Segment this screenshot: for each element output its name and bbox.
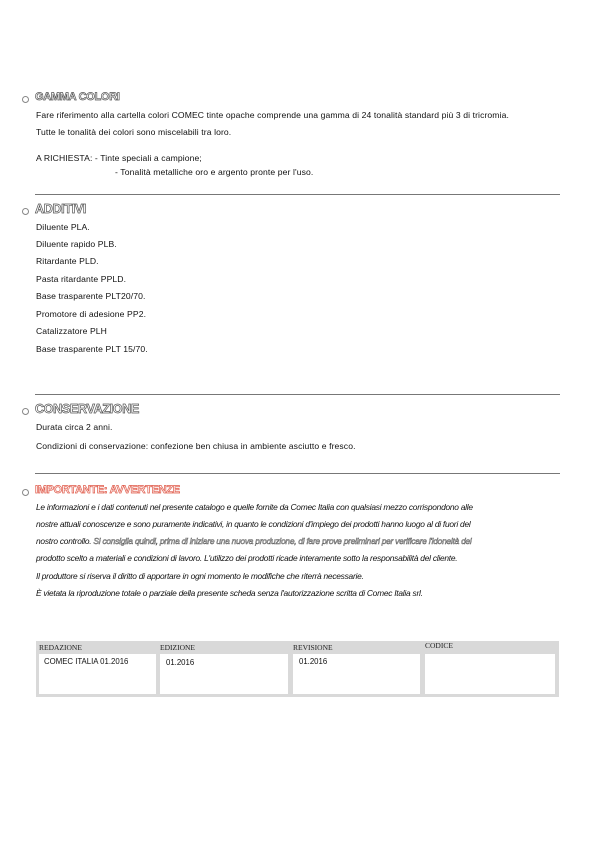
gamma-text-4: - Tonalità metalliche oro e argento pronte per l'uso. <box>115 167 314 177</box>
warning-text-1: Le informazioni e i dati contenuti nel presente catalogo e quelle fornite da Comec Italia con qualsiasi mezzo corrispondono alle <box>36 502 473 512</box>
section-title: ADDITIVI <box>35 202 87 216</box>
divider <box>35 394 560 395</box>
warning-text-3a: nostro controllo. <box>36 536 94 546</box>
cell-redazione <box>36 641 158 697</box>
revisione-value: 01.2016 <box>299 657 328 666</box>
edizione-value: 01.2016 <box>166 658 195 667</box>
circle-bullet-icon <box>22 96 29 103</box>
additivi-item: Promotore di adesione PP2. <box>36 309 147 319</box>
footer-info-table <box>36 641 559 697</box>
redazione-label: REDAZIONE <box>39 643 82 652</box>
codice-label: CODICE <box>425 641 453 650</box>
additivi-item: Catalizzatore PLH <box>36 326 107 336</box>
conservazione-text-1: Durata circa 2 anni. <box>36 422 113 432</box>
section-title: GAMMA COLORI <box>35 91 120 103</box>
warning-text-4: prodotto scelto a materiali e condizioni di lavoro. L'utilizzo dei prodotti ricade interamente sotto la responsabilità del cliente. <box>36 553 458 563</box>
conservazione-text-2: Condizioni di conservazione: confezione ben chiusa in ambiente asciutto e fresco. <box>36 441 356 451</box>
warning-text-2: nostre attuali conoscenze e sono puramente indicativi, in quanto le condizioni d'impiego dei prodotti hanno luogo al di fuori del <box>36 519 471 529</box>
codice-box <box>425 654 555 694</box>
additivi-item: Pasta ritardante PPLD. <box>36 274 127 284</box>
divider <box>35 473 560 474</box>
circle-bullet-icon <box>22 208 29 215</box>
gamma-text-1: Fare riferimento alla cartella colori COMEC tinte opache comprende una gamma di 24 tonalità standard più 3 di tricromia. <box>36 110 509 120</box>
revisione-box <box>293 654 420 694</box>
additivi-item: Diluente rapido PLB. <box>36 239 117 249</box>
circle-bullet-icon <box>22 408 29 415</box>
edizione-box <box>160 654 288 694</box>
cell-revisione <box>290 641 422 697</box>
cell-edizione <box>157 641 290 697</box>
warning-text-5: Il produttore si riserva il diritto di apportare in ogni momento le modifiche che riterrà necessarie. <box>36 571 364 581</box>
edizione-label: EDIZIONE <box>160 643 195 652</box>
warning-text-3b: Si consiglia quindi, prima di iniziare una nuova produzione, di fare prove preliminari per verificare l'idoneità del <box>93 536 472 546</box>
circle-bullet-icon <box>22 489 29 496</box>
divider <box>35 194 560 195</box>
warning-text-6: È vietata la riproduzione totale o parziale della presente scheda senza l'autorizzazione scritta di Comec Italia srl. <box>36 588 423 598</box>
warning-text-3 <box>36 533 472 551</box>
additivi-item: Base trasparente PLT 15/70. <box>36 344 148 354</box>
additivi-item: Base trasparente PLT20/70. <box>36 291 146 301</box>
section-title: IMPORTANTE: AVVERTENZE <box>35 484 180 496</box>
cell-codice <box>422 641 559 697</box>
section-title: CONSERVAZIONE <box>35 402 139 416</box>
additivi-item: Diluente PLA. <box>36 222 90 232</box>
redazione-box <box>39 654 156 694</box>
additivi-item: Ritardante PLD. <box>36 256 99 266</box>
redazione-value: COMEC ITALIA 01.2016 <box>44 657 129 666</box>
revisione-label: REVISIONE <box>293 643 333 652</box>
gamma-text-3: A RICHIESTA: - Tinte speciali a campione; <box>36 153 202 163</box>
gamma-text-2: Tutte le tonalità dei colori sono miscelabili tra loro. <box>36 127 232 137</box>
